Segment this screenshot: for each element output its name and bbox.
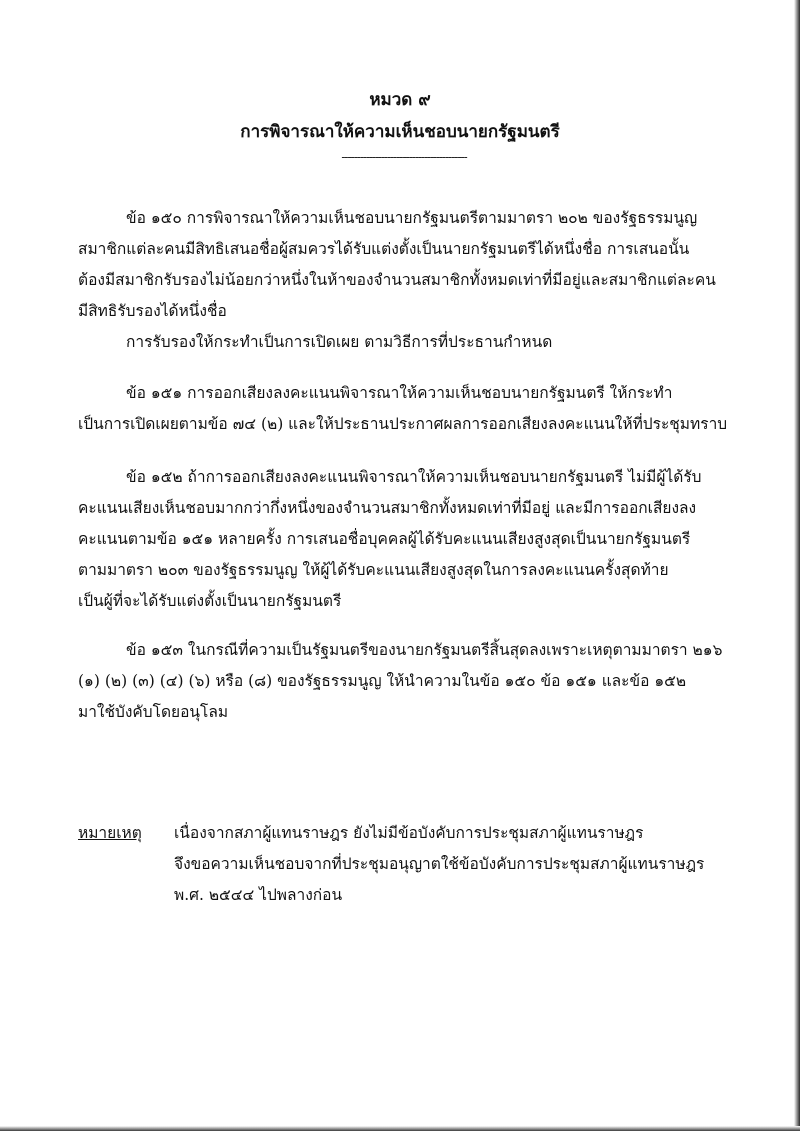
clause-152-line: ข้อ ๑๕๒ ถ้าการออกเสียงลงคะแนนพิจารณาให้ความเห็นชอบนายกรัฐมนตรี ไม่มีผู้ได้รับ bbox=[126, 468, 702, 486]
scan-shadow-right bbox=[794, 0, 800, 1131]
clause-153-line: (๑) (๒) (๓) (๔) (๖) หรือ (๘) ของรัฐธรรมนูญ ให้นำความในข้อ ๑๕๐ ข้อ ๑๕๑ และข้อ ๑๕๒ bbox=[78, 672, 687, 690]
clause-151-line: เป็นการเปิดเผยตามข้อ ๗๔ (๒) และให้ประธานประกาศผลการออกเสียงลงคะแนนให้ที่ประชุมทราบ bbox=[78, 415, 728, 433]
remark-line: จึงขอความเห็นชอบจากที่ประชุมอนุญาตใช้ข้อบังคับการประชุมสภาผู้แทนราษฎร bbox=[174, 855, 705, 873]
clause-153-line: ข้อ ๑๕๓ ในกรณีที่ความเป็นรัฐมนตรีของนายกรัฐมนตรีสิ้นสุดลงเพราะเหตุตามมาตรา ๒๑๖ bbox=[126, 641, 723, 659]
clause-152-line: คะแนนตามข้อ ๑๕๑ หลายครั้ง การเสนอชื่อบุคคลผู้ได้รับคะแนนเสียงสูงสุดเป็นนายกรัฐมนตรี bbox=[78, 530, 691, 548]
clause-150-line: มีสิทธิรับรองได้หนึ่งชื่อ bbox=[78, 302, 227, 320]
title-underline-rule: ----------------------------------------- bbox=[341, 150, 467, 164]
clause-150-line: ต้องมีสมาชิกรับรองไม่น้อยกว่าหนึ่งในห้าของจำนวนสมาชิกทั้งหมดเท่าที่มีอยู่และสมาชิกแต่ละคน bbox=[78, 271, 716, 289]
clause-150-line: สมาชิกแต่ละคนมีสิทธิเสนอชื่อผู้สมควรได้รับแต่งตั้งเป็นนายกรัฐมนตรีได้หนึ่งชื่อ การเสนอนั้น bbox=[78, 240, 690, 258]
remark-line: พ.ศ. ๒๕๔๔ ไปพลางก่อน bbox=[174, 886, 343, 904]
clause-150-second-line: การรับรองให้กระทำเป็นการเปิดเผย ตามวิธีการที่ประธานกำหนด bbox=[126, 333, 553, 351]
clause-150-line: ข้อ ๑๕๐ การพิจารณาให้ความเห็นชอบนายกรัฐมนตรีตามมาตรา ๒๐๒ ของรัฐธรรมนูญ bbox=[126, 209, 698, 227]
remark-line: เนื่องจากสภาผู้แทนราษฎร ยังไม่มีข้อบังคับการประชุมสภาผู้แทนราษฎร bbox=[174, 824, 644, 842]
clause-151-line: ข้อ ๑๕๑ การออกเสียงลงคะแนนพิจารณาให้ความเห็นชอบนายกรัฐมนตรี ให้กระทำ bbox=[126, 384, 673, 402]
clause-150-second-paragraph bbox=[126, 327, 776, 358]
clause-150 bbox=[78, 203, 728, 327]
remark-body bbox=[174, 818, 734, 911]
clause-152-line: คะแนนเสียงเห็นชอบมากกว่ากึ่งหนึ่งของจำนวนสมาชิกทั้งหมดเท่าที่มีอยู่ และมีการออกเสียงลง bbox=[78, 499, 697, 517]
clause-153-line: มาใช้บังคับโดยอนุโลม bbox=[78, 703, 229, 721]
remark-label: หมายเหตุ bbox=[78, 824, 142, 842]
clause-151 bbox=[78, 378, 728, 440]
clause-152 bbox=[78, 462, 728, 617]
clause-152-line: เป็นผู้ที่จะได้รับแต่งตั้งเป็นนายกรัฐมนตรี bbox=[78, 592, 342, 610]
scan-shadow-bottom bbox=[0, 1126, 800, 1131]
chapter-heading: หมวด ๙ bbox=[369, 90, 431, 110]
chapter-title: การพิจารณาให้ความเห็นชอบนายกรัฐมนตรี bbox=[240, 122, 560, 142]
clause-153 bbox=[78, 635, 728, 728]
clause-152-line: ตามมาตรา ๒๐๓ ของรัฐธรรมนูญ ให้ผู้ได้รับคะแนนเสียงสูงสุดในการลงคะแนนครั้งสุดท้าย bbox=[78, 561, 669, 579]
